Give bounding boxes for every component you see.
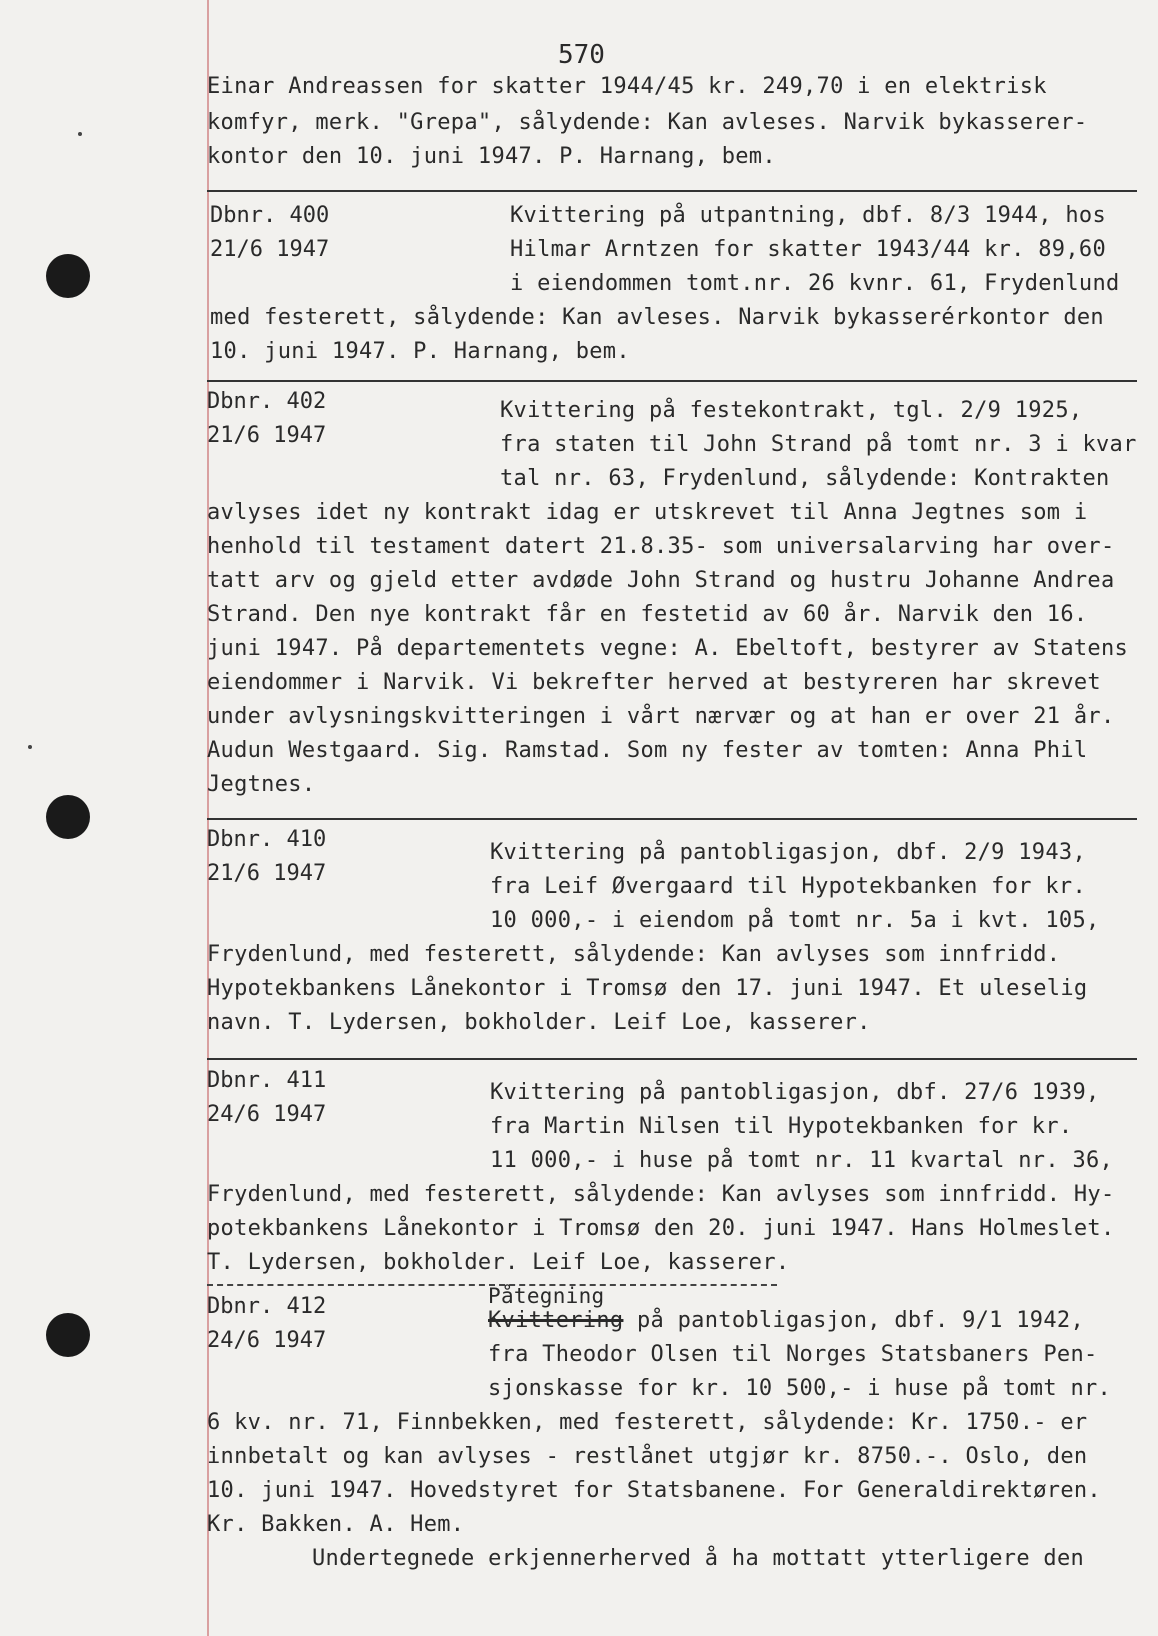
- text-line: tal nr. 63, Frydenlund, sålydende: Kontrakten: [500, 466, 1110, 491]
- text-line: innbetalt og kan avlyses - restlånet utgjør kr. 8750.-. Oslo, den: [207, 1444, 1088, 1469]
- text-line: 6 kv. nr. 71, Finnbekken, med festerett, sålydende: Kr. 1750.- er: [207, 1410, 1088, 1435]
- ink-mark: [78, 132, 82, 136]
- entry-date: 21/6 1947: [210, 237, 330, 262]
- punch-hole-icon: [46, 1313, 90, 1357]
- text-line: Hilmar Arntzen for skatter 1943/44 kr. 89,60: [510, 237, 1106, 262]
- section-divider: [207, 190, 1137, 192]
- text-line: Einar Andreassen for skatter 1944/45 kr. 249,70 i en elektrisk: [207, 74, 1047, 99]
- section-divider: [207, 380, 1137, 382]
- text-line: Kvittering på pantobligasjon, dbf. 27/6 1939,: [490, 1080, 1100, 1105]
- text-line: Jegtnes.: [207, 772, 316, 797]
- text-line: Hypotekbankens Lånekontor i Tromsø den 17. juni 1947. Et uleselig: [207, 976, 1088, 1001]
- text-line: fra Leif Øvergaard til Hypotekbanken for kr.: [490, 874, 1086, 899]
- text-line: fra Martin Nilsen til Hypotekbanken for kr.: [490, 1114, 1073, 1139]
- text-line: komfyr, merk. "Grepa", sålydende: Kan avleses. Narvik bykasserer-: [207, 110, 1088, 135]
- text-line: i eiendommen tomt.nr. 26 kvnr. 61, Frydenlund: [510, 271, 1120, 296]
- text-line: med festerett, sålydende: Kan avleses. Narvik bykasserérkontor den: [210, 305, 1104, 330]
- text-line: 10. juni 1947. P. Harnang, bem.: [210, 339, 630, 364]
- handwritten-insert: Påtegning: [488, 1284, 605, 1308]
- text-line: 10 000,- i eiendom på tomt nr. 5a i kvt. 105,: [490, 908, 1100, 933]
- entry-dbnr: Dbnr. 412: [207, 1294, 327, 1319]
- text-line: tatt arv og gjeld etter avdøde John Strand og hustru Johanne Andrea: [207, 568, 1115, 593]
- section-divider: [207, 1058, 1137, 1060]
- text-line: Kr. Bakken. A. Hem.: [207, 1512, 465, 1537]
- ink-mark: [28, 745, 32, 749]
- page-number: 570: [558, 40, 605, 70]
- text-line: 10. juni 1947. Hovedstyret for Statsbanene. For Generaldirektøren.: [207, 1478, 1101, 1503]
- entry-dbnr: Dbnr. 400: [210, 203, 330, 228]
- struck-word: Kvittering: [488, 1308, 624, 1333]
- entry-date: 21/6 1947: [207, 423, 327, 448]
- entry-dbnr: Dbnr. 402: [207, 389, 327, 414]
- entry-date: 24/6 1947: [207, 1102, 327, 1127]
- text-line: sjonskasse for kr. 10 500,- i huse på tomt nr.: [488, 1376, 1112, 1401]
- text-line: kontor den 10. juni 1947. P. Harnang, bem.: [207, 144, 776, 169]
- punch-hole-icon: [46, 795, 90, 839]
- text-line: Frydenlund, med festerett, sålydende: Kan avlyses som innfridd. Hy-: [207, 1182, 1115, 1207]
- text-line: avlyses idet ny kontrakt idag er utskrevet til Anna Jegtnes som i: [207, 500, 1088, 525]
- text-line: Frydenlund, med festerett, sålydende: Kan avlyses som innfridd.: [207, 942, 1061, 967]
- closing-line: Undertegnede erkjennerherved å ha mottatt ytterligere den: [312, 1546, 1085, 1571]
- text-line-with-strike: [488, 1308, 1084, 1333]
- punch-hole-icon: [46, 254, 90, 298]
- text-line: potekbankens Lånekontor i Tromsø den 20. juni 1947. Hans Holmeslet.: [207, 1216, 1115, 1241]
- entry-date: 24/6 1947: [207, 1328, 327, 1353]
- text-line: 11 000,- i huse på tomt nr. 11 kvartal nr. 36,: [490, 1148, 1114, 1173]
- text-line: juni 1947. På departementets vegne: A. Ebeltoft, bestyrer av Statens: [207, 636, 1129, 661]
- entry-dbnr: Dbnr. 411: [207, 1068, 327, 1093]
- text-line: eiendommer i Narvik. Vi bekrefter herved at bestyreren har skrevet: [207, 670, 1101, 695]
- text-line: fra staten til John Strand på tomt nr. 3 i kvar: [500, 432, 1137, 457]
- text-line: navn. T. Lydersen, bokholder. Leif Loe, kasserer.: [207, 1010, 871, 1035]
- text-line: under avlysningskvitteringen i vårt nærvær og at han er over 21 år.: [207, 704, 1115, 729]
- text-line: Kvittering på pantobligasjon, dbf. 2/9 1943,: [490, 840, 1086, 865]
- section-divider: [207, 818, 1137, 820]
- text-line: Audun Westgaard. Sig. Ramstad. Som ny fester av tomten: Anna Phil: [207, 738, 1088, 763]
- entry-date: 21/6 1947: [207, 861, 327, 886]
- text-line: henhold til testament datert 21.8.35- som universalarving har over-: [207, 534, 1115, 559]
- entry-dbnr: Dbnr. 410: [207, 827, 327, 852]
- text-line: Strand. Den nye kontrakt får en festetid av 60 år. Narvik den 16.: [207, 602, 1088, 627]
- text-fragment: på pantobligasjon, dbf. 9/1 1942,: [623, 1308, 1084, 1333]
- text-line: fra Theodor Olsen til Norges Statsbaners Pen-: [488, 1342, 1098, 1367]
- text-line: T. Lydersen, bokholder. Leif Loe, kasserer.: [207, 1250, 790, 1275]
- text-line: Kvittering på festekontrakt, tgl. 2/9 1925,: [500, 398, 1083, 423]
- text-line: Kvittering på utpantning, dbf. 8/3 1944, hos: [510, 203, 1106, 228]
